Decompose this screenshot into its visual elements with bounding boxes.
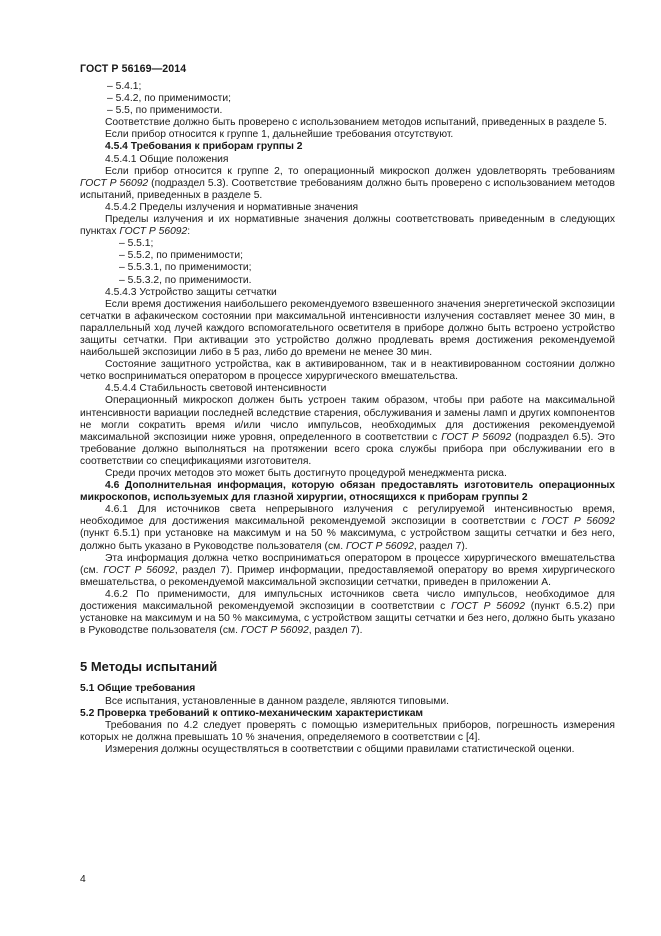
paragraph-4-6-2: 4.6.2 По применимости, для импульсных источников света число импульсов, необходимое для достижения максимальной рекомендуемой экспозиции в соответствии с ГОСТ Р 56092 (пункт 6.5.2) при установке на максимум и на 50 % максимума, с устройством защиты сетчатки и без него, должно быть указано в Руководстве пользователя (см. ГОСТ Р 56092, раздел 7).	[80, 588, 615, 637]
paragraph-group1: Если прибор относится к группе 1, дальнейшие требования отсутствуют.	[105, 129, 454, 141]
section-heading-5: 5 Методы испытаний	[80, 659, 218, 675]
paragraph-5-2-b: Измерения должны осуществляться в соответствии с общими правилами статистической оценки.	[105, 743, 575, 755]
gost-reference: ГОСТ Р 56092	[441, 431, 512, 443]
paragraph-4-5-4-3-a: Если время достижения наибольшего рекомендуемого взвешенного значения энергетической экспозиции сетчатки в афакическом состоянии при максимальной интенсивности излучения составляет менее 30 мин, в параллельный ход лучей каждого вспомогательного осветителя в приборе должно быть встроено устройство защиты сетчатки. При активации это устройство должно продлевать время достижения рекомендуемой наибольшей экспозиции либо в 5 раз, либо до времени не менее 30 мин.	[80, 298, 615, 359]
subsection-heading-4-5-4-4: 4.5.4.4 Стабильность световой интенсивности	[105, 383, 327, 395]
subsection-heading-4-5-4-2: 4.5.4.2 Пределы излучения и нормативные значения	[105, 201, 359, 213]
list-item: – 5.4.1;	[107, 81, 142, 92]
gost-reference: ГОСТ Р 56092	[80, 177, 149, 189]
gost-reference: ГОСТ Р 56092	[240, 625, 309, 637]
list-item: – 5.5, по применимости.	[107, 105, 223, 117]
paragraph-4-5-4-4-b: Среди прочих методов это может быть достигнуто процедурой менеджмента риска.	[105, 468, 507, 479]
list-item: – 5.5.3.1, по применимости;	[119, 262, 252, 274]
subsection-heading-4-5-4-1: 4.5.4.1 Общие положения	[105, 153, 229, 165]
gost-reference: ГОСТ Р 56092	[119, 226, 188, 238]
list-item: – 5.5.3.2, по применимости.	[119, 274, 252, 286]
gost-reference: ГОСТ Р 56092	[451, 601, 525, 613]
section-heading-5-1: 5.1 Общие требования	[80, 683, 196, 695]
document-body	[80, 81, 615, 756]
paragraph-4-6-1-b: Эта информация должна четко восприниматься оператором в процессе хирургического вмешательства (см. ГОСТ Р 56092, раздел 7). Пример информации, предоставляемой оператору во время хирургического вмешательства, о рекомендуемой максимальной экспозиции сетчатки, приведен в приложении А.	[80, 552, 615, 588]
paragraph-4-5-4-3-b: Состояние защитного устройства, как в активированном, так и в неактивированном состоянии должно четко восприниматься оператором в процессе хирургического вмешательства.	[80, 359, 615, 383]
paragraph-4-6-1: 4.6.1 Для источников света непрерывного излучения с регулируемой интенсивностью время, необходимое для достижения максимальной рекомендуемой экспозиции в соответствии с ГОСТ Р 56092 (пункт 6.5.1) при установке на максимум и на 50 % максимума, с устройством защиты сетчатки и без него, должно быть указано в Руководстве пользователя (см. ГОСТ Р 56092, раздел 7).	[80, 504, 615, 552]
gost-reference: ГОСТ Р 56092	[541, 516, 615, 528]
paragraph-4-5-4-4: Операционный микроскоп должен быть устроен таким образом, чтобы при работе на максимальной интенсивности вариации последней вследствие старения, обслуживания и замены ламп и других компонентов не могли сократить время и/или число импульсов, необходимых для достижения рекомендуемой максимальной экспозиции ниже уровня, определенного в соответствии с ГОСТ Р 56092 (подраздел 6.5). Это требование должно выполняться на протяжении всего срока службы прибора при обслуживании его в соответствии со спецификациями изготовителя.	[80, 395, 615, 467]
paragraph-4-5-4-1: Если прибор относится к группе 2, то операционный микроскоп должен удовлетворять требованиям ГОСТ Р 56092 (подраздел 5.3). Соответствие требованиям должно быть проверено с использованием методов испытаний, приведенных в разделе 5.	[80, 165, 615, 201]
paragraph-4-5-4-2: Пределы излучения и их нормативные значения должны соответствовать приведенным в следующих пунктах ГОСТ Р 56092:	[80, 214, 615, 238]
paragraph-5-2-a: Требования по 4.2 следует проверять с помощью измерительных приборов, погрешность измерения которых не должна превышать 10 % значения, определяемого в соответствии с [4].	[80, 719, 615, 743]
section-heading-4-5-4: 4.5.4 Требования к приборам группы 2	[105, 141, 303, 153]
section-heading-5-2: 5.2 Проверка требований к оптико-механическим характеристикам	[80, 707, 424, 719]
page-number: 4	[80, 874, 86, 885]
list-item: – 5.5.1;	[119, 238, 154, 250]
list-item: – 5.5.2, по применимости;	[119, 250, 243, 262]
gost-reference: ГОСТ Р 56092	[345, 540, 414, 552]
document-header: ГОСТ Р 56169—2014	[80, 63, 187, 75]
paragraph-conformity: Соответствие должно быть проверено с использованием методов испытаний, приведенных в разделе 5.	[105, 117, 607, 129]
paragraph-5-1: Все испытания, установленные в данном разделе, являются типовыми.	[105, 695, 449, 707]
gost-reference: ГОСТ Р 56092	[103, 564, 175, 576]
list-item: – 5.4.2, по применимости;	[107, 93, 231, 105]
subsection-heading-4-5-4-3: 4.5.4.3 Устройство защиты сетчатки	[105, 286, 277, 298]
section-heading-4-6: 4.6 Дополнительная информация, которую обязан предоставлять изготовитель операционных микроскопов, используемых для глазной хирургии, относящихся к приборам группы 2	[80, 480, 615, 504]
